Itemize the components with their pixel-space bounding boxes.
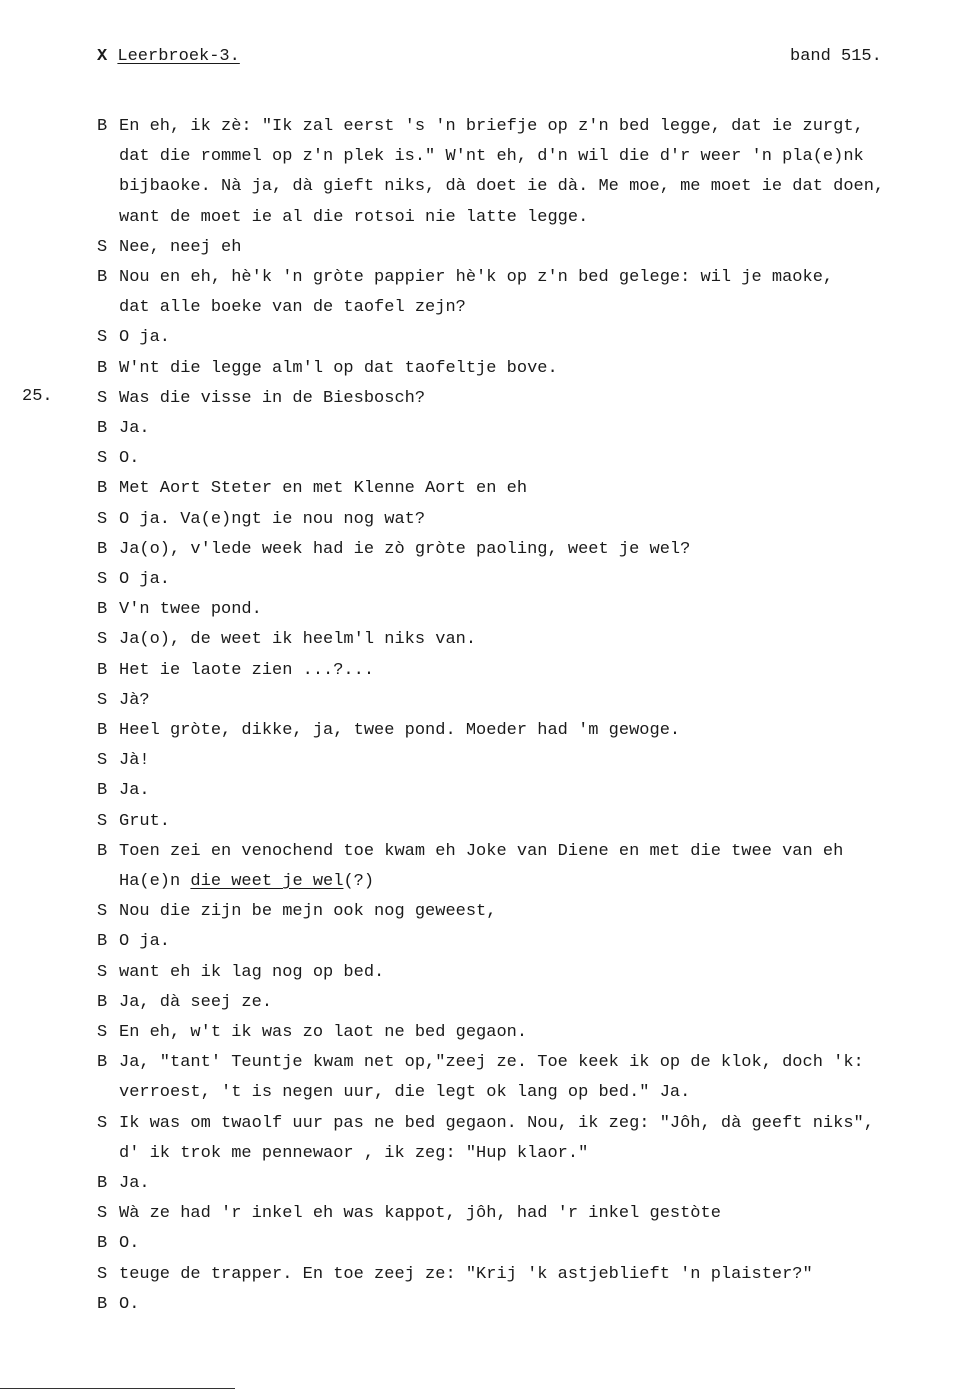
speaker-label: S — [97, 510, 108, 529]
line-text: O ja. Va(e)ngt ie nou nog wat? — [119, 510, 426, 529]
speaker-line — [97, 1203, 721, 1225]
speaker-label: B — [97, 661, 108, 680]
footer-rule — [0, 1388, 235, 1389]
line-text: Ja, "tant' Teuntje kwam net op,"zeej ze. Toe keek ik op de klok, doch 'k: — [119, 1053, 864, 1072]
line-text: dat alle boeke van de taofel zejn? — [119, 298, 466, 317]
line-text: O ja. — [119, 328, 171, 347]
speaker-line — [97, 1022, 527, 1044]
speaker-label: S — [97, 449, 108, 468]
speaker-line — [97, 599, 262, 621]
line-text: Ja. — [119, 1174, 150, 1193]
document-title: Leerbroek-3. — [117, 47, 240, 66]
speaker-label: B — [97, 1053, 108, 1072]
speaker-line — [97, 660, 374, 682]
speaker-line — [97, 478, 527, 500]
line-text: Nou en eh, hè'k 'n gròte pappier hè'k op z'n bed gelege: wil je maoke, — [119, 268, 834, 287]
line-text: Nou die zijn be mejn ook nog geweest, — [119, 902, 497, 921]
continuation-line — [119, 207, 588, 229]
continuation-line — [119, 871, 374, 893]
line-text: d' ik trok me pennewaor , ik zeg: "Hup klaor." — [119, 1144, 589, 1163]
speaker-label: B — [97, 540, 108, 559]
speaker-label: S — [97, 1204, 108, 1223]
line-text: O ja. — [119, 932, 171, 951]
speaker-label: S — [97, 1023, 108, 1042]
speaker-label: B — [97, 842, 108, 861]
line-text: Toen zei en venochend toe kwam eh Joke van Diene en met die twee van eh — [119, 842, 844, 861]
speaker-line — [97, 569, 170, 591]
line-text: W'nt die legge alm'l op dat taofeltje bove. — [119, 359, 558, 378]
speaker-line — [97, 811, 170, 833]
speaker-label: S — [97, 389, 108, 408]
speaker-line — [97, 418, 150, 440]
speaker-line — [97, 509, 425, 531]
speaker-line — [97, 962, 384, 984]
line-text: Grut. — [119, 812, 171, 831]
speaker-label: B — [97, 1174, 108, 1193]
line-text: Jà? — [119, 691, 150, 710]
document-header — [97, 46, 240, 68]
line-text: Ja(o), v'lede week had ie zò gròte paoling, weet je wel? — [119, 540, 691, 559]
line-text: Jà! — [119, 751, 150, 770]
speaker-line — [97, 629, 476, 651]
speaker-label: B — [97, 479, 108, 498]
line-tail: (?) — [343, 872, 375, 891]
speaker-line — [97, 327, 170, 349]
speaker-line — [97, 1294, 139, 1316]
speaker-label: B — [97, 781, 108, 800]
line-text: O. — [119, 1234, 140, 1253]
line-text: Ja. — [119, 419, 150, 438]
speaker-label: B — [97, 1234, 108, 1253]
speaker-label: S — [97, 328, 108, 347]
speaker-label: S — [97, 963, 108, 982]
speaker-label: S — [97, 238, 108, 257]
speaker-label: B — [97, 932, 108, 951]
speaker-label: B — [97, 419, 108, 438]
continuation-line — [119, 1143, 588, 1165]
line-text: O. — [119, 449, 140, 468]
speaker-label: S — [97, 1114, 108, 1133]
line-text: verroest, 't is negen uur, die legt ok lang op bed." Ja. — [119, 1083, 691, 1102]
line-text: V'n twee pond. — [119, 600, 262, 619]
line-text: En eh, ik zè: "Ik zal eerst 's 'n briefje op z'n bed legge, dat ie zurgt, — [119, 117, 864, 136]
speaker-line — [97, 448, 139, 470]
continuation-line — [119, 176, 884, 198]
margin-line-number: 25. — [22, 387, 53, 406]
speaker-line — [97, 1052, 864, 1074]
speaker-line — [97, 1264, 813, 1286]
speaker-line — [97, 1173, 150, 1195]
speaker-label: S — [97, 902, 108, 921]
speaker-line — [97, 690, 150, 712]
speaker-label: B — [97, 1295, 108, 1314]
line-text: Nee, neej eh — [119, 238, 242, 257]
speaker-line — [97, 992, 272, 1014]
line-text: O. — [119, 1295, 140, 1314]
speaker-label: B — [97, 721, 108, 740]
speaker-line — [97, 237, 241, 259]
line-text: O ja. — [119, 570, 171, 589]
speaker-line — [97, 267, 833, 289]
header-mark: X — [97, 47, 108, 66]
speaker-line — [97, 901, 496, 923]
band-number: band 515. — [790, 47, 882, 66]
speaker-label: S — [97, 751, 108, 770]
line-text: dat die rommel op z'n plek is." W'nt eh, d'n wil die d'r weer 'n pla(e)nk — [119, 147, 864, 166]
speaker-line — [97, 539, 690, 561]
speaker-label: S — [97, 812, 108, 831]
underlined-text: die weet je wel — [190, 872, 344, 891]
speaker-line — [97, 931, 170, 953]
line-text: En eh, w't ik was zo laot ne bed gegaon. — [119, 1023, 528, 1042]
line-text: Was die visse in de Biesbosch? — [119, 389, 426, 408]
speaker-line — [97, 388, 425, 410]
line-text: teuge de trapper. En toe zeej ze: "Krij 'k astjeblieft 'n plaister?" — [119, 1265, 813, 1284]
line-text: Met Aort Steter en met Klenne Aort en eh — [119, 479, 528, 498]
line-text: want eh ik lag nog op bed. — [119, 963, 385, 982]
line-text: want de moet ie al die rotsoi nie latte legge. — [119, 208, 589, 227]
speaker-line — [97, 841, 843, 863]
line-text: Wà ze had 'r inkel eh was kappot, jôh, had 'r inkel gestòte — [119, 1204, 721, 1223]
speaker-line — [97, 750, 150, 772]
speaker-line — [97, 1233, 139, 1255]
speaker-label: B — [97, 117, 108, 136]
speaker-line — [97, 116, 864, 138]
speaker-line — [97, 358, 558, 380]
line-text: Ja, dà seej ze. — [119, 993, 273, 1012]
speaker-line — [97, 720, 680, 742]
line-text: Ik was om twaolf uur pas ne bed gegaon. Nou, ik zeg: "Jôh, dà geeft niks", — [119, 1114, 874, 1133]
line-text: Ja(o), de weet ik heelm'l niks van. — [119, 630, 477, 649]
speaker-label: B — [97, 268, 108, 287]
speaker-label: B — [97, 359, 108, 378]
line-text: Ja. — [119, 781, 150, 800]
line-text: Het ie laote zien ...?... — [119, 661, 375, 680]
continuation-line — [119, 1082, 690, 1104]
speaker-label: S — [97, 630, 108, 649]
line-text: Ha(e)n — [119, 872, 191, 891]
speaker-label: S — [97, 1265, 108, 1284]
speaker-line — [97, 780, 150, 802]
speaker-label: S — [97, 691, 108, 710]
speaker-label: B — [97, 600, 108, 619]
continuation-line — [119, 146, 864, 168]
speaker-line — [97, 1113, 874, 1135]
line-text: bijbaoke. Nà ja, dà gieft niks, dà doet ie dà. Me moe, me moet ie dat doen, — [119, 177, 885, 196]
speaker-label: B — [97, 993, 108, 1012]
line-text: Heel gròte, dikke, ja, twee pond. Moeder had 'm gewoge. — [119, 721, 681, 740]
speaker-label: S — [97, 570, 108, 589]
continuation-line — [119, 297, 466, 319]
